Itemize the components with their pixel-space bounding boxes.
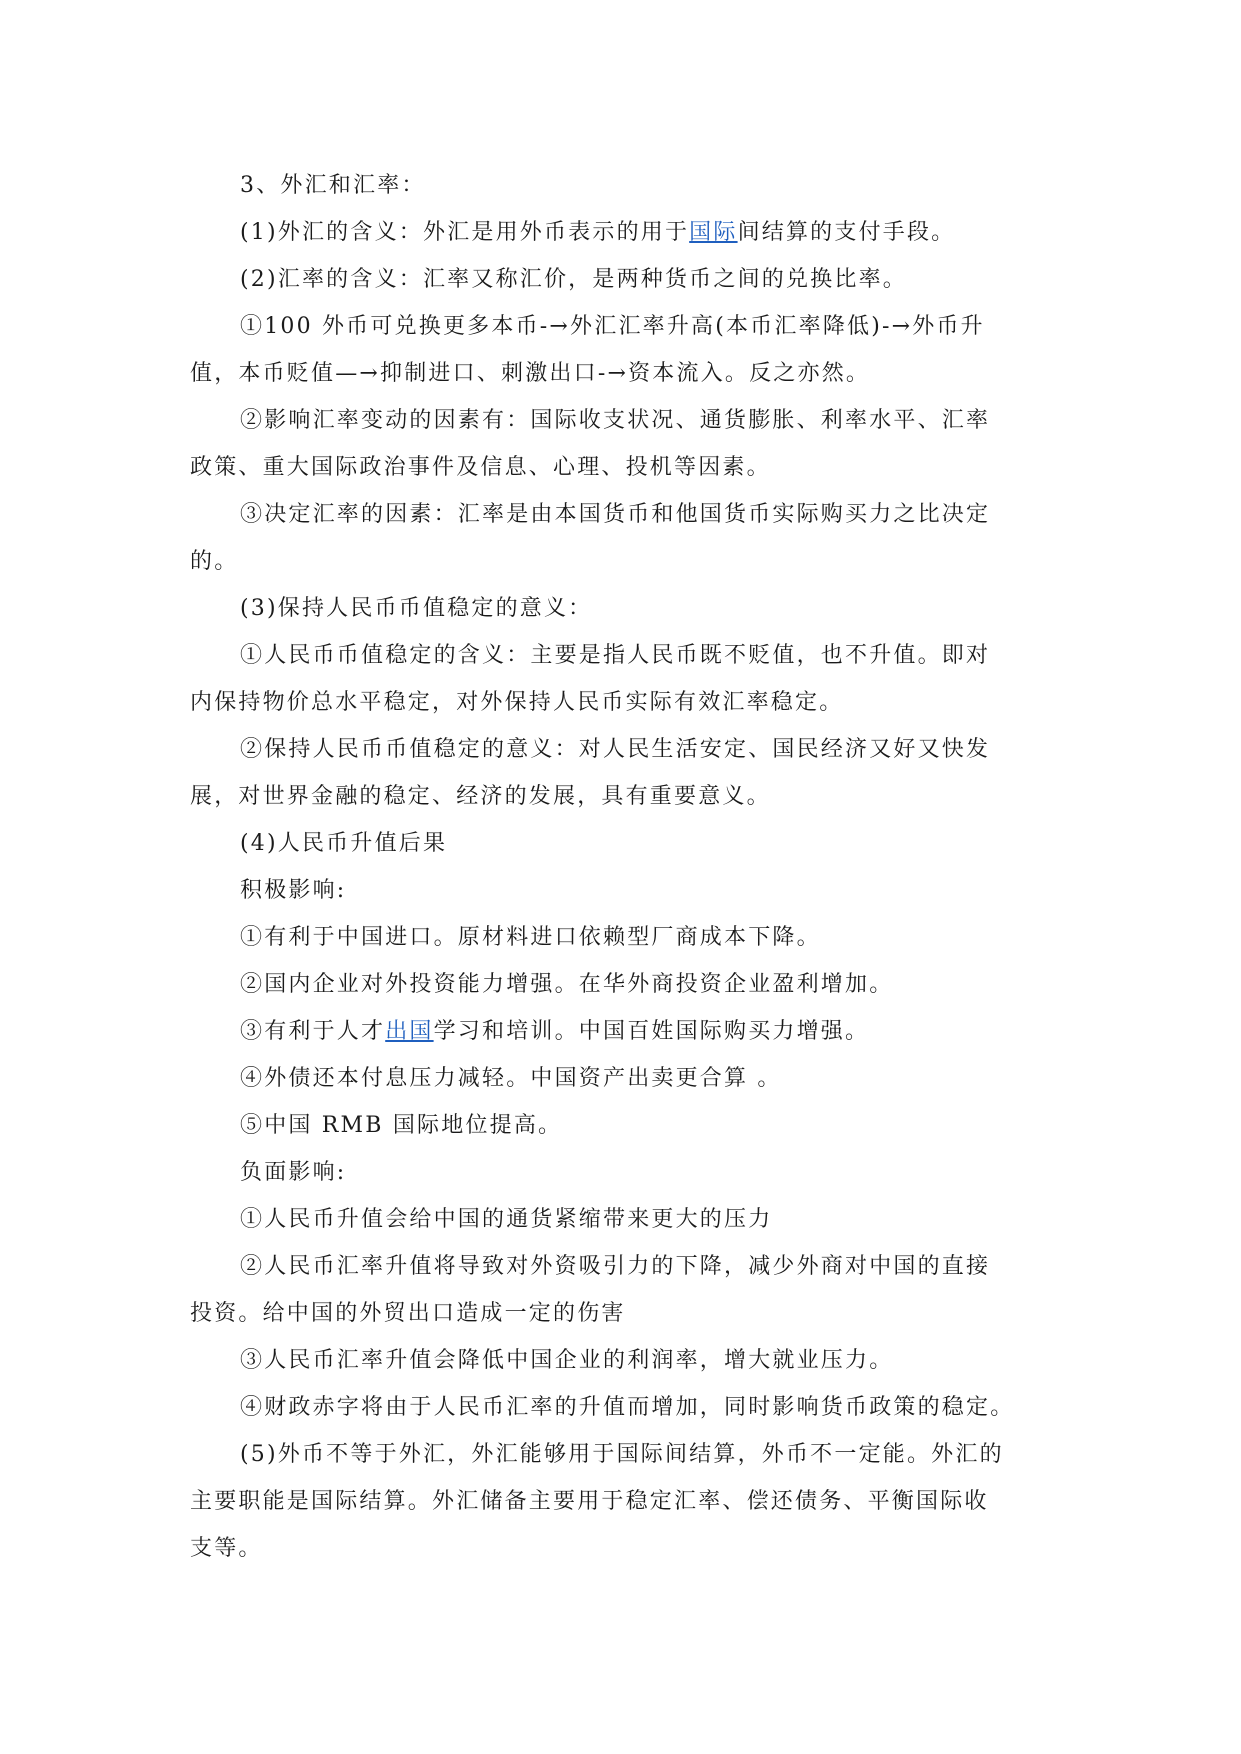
paragraph-text: (2)汇率的含义：汇率又称汇价，是两种货币之间的兑换比率。 <box>240 267 907 292</box>
paragraph-positive-3 <box>190 1008 1030 1055</box>
paragraph-forex-definition <box>190 209 1030 256</box>
paragraph-text: (3)保持人民币币值稳定的意义： <box>240 596 593 621</box>
paragraph-text: 学习和培训。中国百姓国际购买力增强。 <box>433 1019 870 1044</box>
paragraph-negative-4 <box>190 1384 1030 1431</box>
paragraph-line: 主要职能是国际结算。外汇储备主要用于稳定汇率、偿还债务、平衡国际收 <box>190 1489 989 1514</box>
paragraph-text: ④外债还本付息压力减轻。中国资产出卖更合算 。 <box>240 1066 782 1091</box>
paragraph-rmb-stability-significance <box>190 726 1030 820</box>
paragraph-text: ②国内企业对外投资能力增强。在华外商投资企业盈利增加。 <box>240 972 894 997</box>
paragraph-item-2 <box>190 397 1030 491</box>
paragraph-rmb-stability-meaning <box>190 632 1030 726</box>
paragraph-line: 支等。 <box>190 1536 263 1561</box>
paragraph-text: 负面影响: <box>240 1160 347 1185</box>
paragraph-text: 积极影响: <box>240 878 347 903</box>
paragraph-positive-2 <box>190 961 1030 1008</box>
paragraph-line: ②保持人民币币值稳定的意义：对人民生活安定、国民经济又好又快发 <box>240 737 991 762</box>
paragraph-line: ②影响汇率变动的因素有：国际收支状况、通货膨胀、利率水平、汇率 <box>240 408 991 433</box>
paragraph-line: 值，本币贬值—→抑制进口、刺激出口-→资本流入。反之亦然。 <box>190 361 871 386</box>
link-go-abroad[interactable]: 出国 <box>385 1019 434 1044</box>
paragraph-text: 间结算的支付手段。 <box>737 220 956 245</box>
paragraph-negative-2 <box>190 1243 1030 1337</box>
document-page <box>190 162 1030 1572</box>
paragraph-rmb-stability-heading <box>190 585 1030 632</box>
paragraph-text: ④财政赤字将由于人民币汇率的升值而增加，同时影响货币政策的稳定。 <box>240 1395 1015 1420</box>
link-international[interactable]: 国际 <box>689 220 738 245</box>
section-heading <box>190 162 1030 209</box>
paragraph-line: 内保持物价总水平稳定，对外保持人民币实际有效汇率稳定。 <box>190 690 844 715</box>
paragraph-text: ①有利于中国进口。原材料进口依赖型厂商成本下降。 <box>240 925 821 950</box>
paragraph-forex-vs-foreign-currency <box>190 1431 1030 1572</box>
paragraph-text: ③人民币汇率升值会降低中国企业的利润率，增大就业压力。 <box>240 1348 894 1373</box>
paragraph-line: ②人民币汇率升值将导致对外资吸引力的下降，减少外商对中国的直接 <box>240 1254 991 1279</box>
paragraph-negative-heading <box>190 1149 1030 1196</box>
paragraph-line: ①100 外币可兑换更多本币-→外汇汇率升高(本币汇率降低)-→外币升 <box>240 314 985 339</box>
paragraph-line: 展，对世界金融的稳定、经济的发展，具有重要意义。 <box>190 784 771 809</box>
paragraph-positive-5 <box>190 1102 1030 1149</box>
paragraph-line: ③决定汇率的因素：汇率是由本国货币和他国货币实际购买力之比决定 <box>240 502 991 527</box>
paragraph-positive-1 <box>190 914 1030 961</box>
paragraph-negative-1 <box>190 1196 1030 1243</box>
paragraph-negative-3 <box>190 1337 1030 1384</box>
paragraph-text: ⑤中国 RMB 国际地位提高。 <box>240 1113 563 1138</box>
paragraph-line: 政策、重大国际政治事件及信息、心理、投机等因素。 <box>190 455 771 480</box>
paragraph-positive-4 <box>190 1055 1030 1102</box>
paragraph-exchange-rate-definition <box>190 256 1030 303</box>
paragraph-positive-heading <box>190 867 1030 914</box>
paragraph-item-1 <box>190 303 1030 397</box>
section-heading-text: 3、外汇和汇率： <box>240 173 426 198</box>
paragraph-line: ①人民币币值稳定的含义：主要是指人民币既不贬值，也不升值。即对 <box>240 643 991 668</box>
paragraph-line: (5)外币不等于外汇，外汇能够用于国际间结算，外币不一定能。外汇的 <box>240 1442 1004 1467</box>
paragraph-text: ③有利于人才 <box>240 1019 386 1044</box>
paragraph-appreciation-heading <box>190 820 1030 867</box>
paragraph-line: 的。 <box>190 549 239 574</box>
paragraph-item-3 <box>190 491 1030 585</box>
paragraph-line: 投资。给中国的外贸出口造成一定的伤害 <box>190 1301 626 1326</box>
paragraph-text: (4)人民币升值后果 <box>240 831 448 856</box>
paragraph-text: (1)外汇的含义：外汇是用外币表示的用于 <box>240 220 690 245</box>
paragraph-text: ①人民币升值会给中国的通货紧缩带来更大的压力 <box>240 1207 773 1232</box>
